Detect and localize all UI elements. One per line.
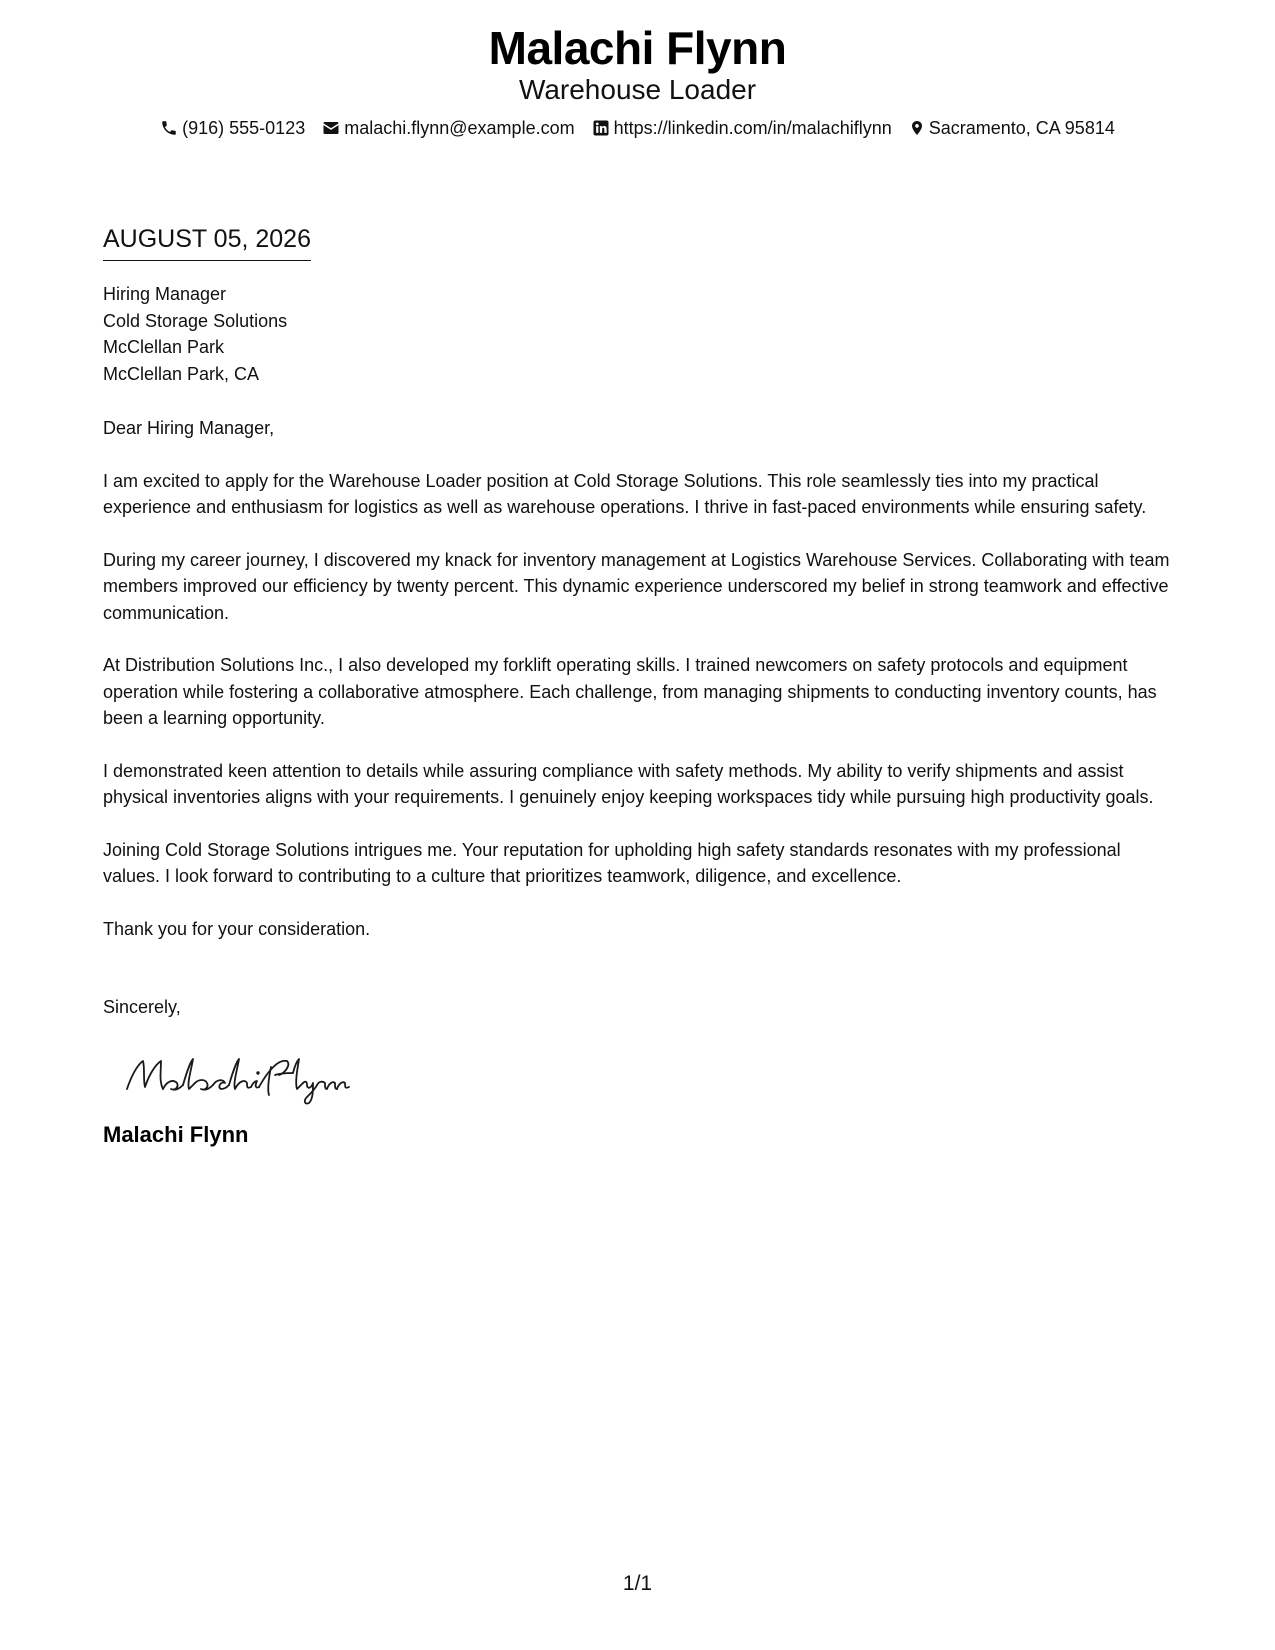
contact-email (322, 116, 574, 140)
recipient-line: Cold Storage Solutions (103, 310, 288, 331)
signoff: Sincerely, (103, 997, 181, 1017)
applicant-name: Malachi Flynn (488, 22, 787, 74)
envelope-icon (322, 119, 340, 137)
contact-bar (0, 116, 1275, 140)
signer-name: Malachi Flynn (103, 1121, 249, 1147)
location-text: Sacramento, CA 95814 (928, 118, 1115, 138)
email-address: malachi.flynn@example.com (344, 118, 575, 138)
body-paragraph: At Distribution Solutions Inc., I also developed my forklift operating skills. I trained newcomers on safety protocols and equipment operation while fostering a collaborative atmosphere. Each challenge, from managing shipments to conducting inventory counts, has been a learning opportunity. (103, 655, 1157, 728)
recipient-line: McClellan Park, CA (103, 363, 260, 384)
page-number: 1/1 (622, 1572, 653, 1595)
linkedin-icon (592, 119, 610, 137)
salutation: Dear Hiring Manager, (103, 418, 275, 438)
linkedin-url: https://linkedin.com/in/malachiflynn (613, 118, 892, 138)
body-paragraph: I demonstrated keen attention to details while assuring compliance with safety methods. My ability to verify shipments and assist physical inventories aligns with your requirements. I genuinely enjoy keeping workspaces tidy while pursuing high productivity goals. (103, 760, 1154, 807)
body-paragraph: Joining Cold Storage Solutions intrigues me. Your reputation for upholding high safety standards resonates with my professional values. I look forward to contributing to a culture that prioritizes teamwork, diligence, and excellence. (103, 839, 1121, 886)
handwritten-signature (119, 1047, 1178, 1107)
recipient-block (103, 281, 1178, 387)
body-paragraph: I am excited to apply for the Warehouse Loader position at Cold Storage Solutions. This role seamlessly ties into my practical experience and enthusiasm for logistics as well as warehouse operations. I thrive in fast-paced environments while ensuring safety. (103, 470, 1147, 517)
recipient-line: Hiring Manager (103, 284, 227, 304)
phone-icon (160, 119, 178, 137)
letter-date: AUGUST 05, 2026 (103, 222, 311, 261)
recipient-line: McClellan Park (103, 337, 225, 357)
contact-phone (160, 116, 305, 140)
letter-body (103, 222, 1178, 1149)
contact-location (909, 116, 1115, 140)
phone-number: (916) 555-0123 (182, 118, 306, 138)
body-paragraph: During my career journey, I discovered my knack for inventory management at Logistics Warehouse Services. Collaborating with team members improved our efficiency by twenty percent. This dynamic experience underscored my belief in strong teamwork and effective communication. (103, 549, 1170, 623)
applicant-job-title: Warehouse Loader (518, 74, 757, 105)
location-pin-icon (909, 119, 925, 137)
closing-line: Thank you for your consideration. (103, 918, 371, 939)
letter-header (0, 22, 1275, 140)
contact-linkedin (592, 116, 892, 140)
